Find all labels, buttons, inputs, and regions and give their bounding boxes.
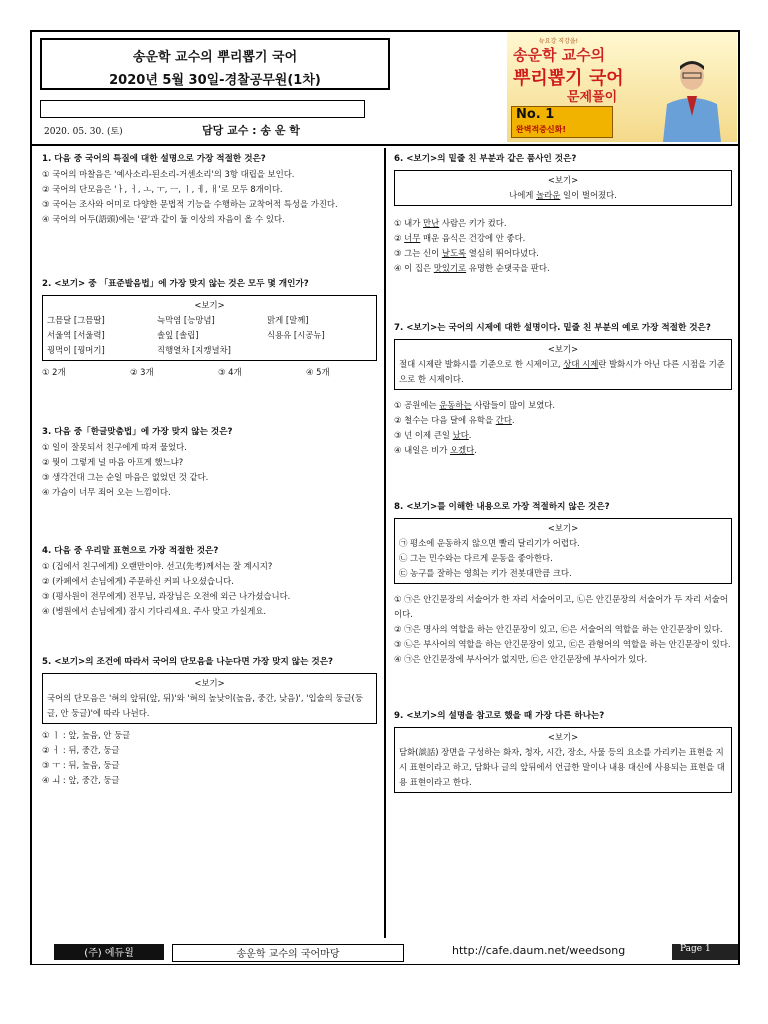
option: ② 국어의 단모음은 'ㅏ, ㅓ, ㅗ, ㅜ, ㅡ, ㅣ, ㅔ, ㅐ'로 모두 8개이다. xyxy=(42,184,283,194)
underlined-word: 맛있기로 xyxy=(433,263,467,273)
option: ③ ㉡은 부사어의 역할을 하는 안긴문장이 있고, ㉢은 관형어의 역할을 하는 안긴문장이 있다. xyxy=(394,639,731,649)
text-span: 매운 음식은 건강에 안 좋다. xyxy=(420,233,526,243)
example-item: 식용유 [시공뉴] xyxy=(267,330,325,340)
question-7 xyxy=(394,321,732,458)
title-box xyxy=(40,38,390,90)
option: ④ (병원에서 손님에게) 잠시 기다리세요. 주사 맞고 가실게요. xyxy=(42,606,267,616)
option: ③ ㅜ : 뒤, 높음, 둥글 xyxy=(42,760,120,770)
text-span: 일이 벌어졌다. xyxy=(560,190,617,200)
text-span: . xyxy=(468,430,472,440)
option: ④ 가슴이 너무 죄어 오는 느낌이다. xyxy=(42,487,171,497)
option: ① ㉠은 안긴문장의 서술어가 한 자리 서술어이고, ㉡은 안긴문장의 서술어가 두 자리 서술어이다. xyxy=(394,594,728,619)
example-box-head: <보기> xyxy=(547,175,579,185)
option: ④ ㉠은 안긴문장에 부사어가 없지만, ㉢은 안긴문장에 부사어가 있다. xyxy=(394,654,648,664)
banner-line1: 송운학 교수의 xyxy=(513,46,606,64)
underlined-word: 났다 xyxy=(452,430,469,440)
question-title: 5. <보기>의 조건에 따라서 국어의 단모음을 나눈다면 가장 맞지 않는 것은? xyxy=(42,657,333,667)
example-item: 늑막염 [능망념] xyxy=(157,315,215,325)
option xyxy=(394,443,732,458)
question-title: 8. <보기>를 이해한 내용으로 가장 적절하지 않은 것은? xyxy=(394,502,610,512)
option xyxy=(394,428,732,443)
example-item: 솔잎 [솔립] xyxy=(157,330,199,340)
example-text: 국어의 단모음은 '혀의 앞뒤(앞, 뒤)'와 '혀의 높낮이(높음, 중간, 낮음)', '입술의 둥글(둥글, 안 둥글)'에 따라 나뉜다. xyxy=(47,693,363,718)
example-box-head: <보기> xyxy=(547,344,579,354)
example-text: ㉢ 농구를 잘하는 영희는 키가 전봇대만큼 크다. xyxy=(399,568,572,578)
example-row xyxy=(47,328,372,343)
text-span: 사람들이 많이 보였다. xyxy=(471,400,556,410)
banner-small-text: 뉴요강 직강을! xyxy=(539,38,579,45)
course-banner xyxy=(507,32,737,142)
cafe-label: 송운학 교수의 국어마당 xyxy=(172,944,404,962)
underlined-word: 놀라운 xyxy=(536,190,561,200)
option: ② (카페에서 손님에게) 주문하신 커피 나오셨습니다. xyxy=(42,576,234,586)
text-span: . xyxy=(474,445,477,455)
option: ① 2개 xyxy=(42,367,66,377)
example-box-head: <보기> xyxy=(547,523,579,533)
option xyxy=(394,398,732,413)
text-span: ① 내가 xyxy=(394,218,424,228)
example-box xyxy=(42,295,377,361)
example-item: 서울역 [서울력] xyxy=(47,330,105,340)
example-box xyxy=(394,727,732,793)
example-item: 맑게 [말께] xyxy=(267,315,309,325)
example-text xyxy=(399,357,727,387)
option xyxy=(394,231,732,246)
option: ④ 국어의 어두(語頭)에는 '끝'과 같이 둘 이상의 자음이 올 수 있다. xyxy=(42,214,285,224)
example-item: 그믐달 [그믐딸] xyxy=(47,315,105,325)
exam-page xyxy=(30,30,740,965)
header-divider xyxy=(32,144,738,146)
option: ④ ㅚ : 앞, 중간, 둥글 xyxy=(42,775,120,785)
option: ② 3개 xyxy=(130,367,154,377)
underlined-word: 간다 xyxy=(495,415,512,425)
question-title: 4. 다음 중 우리말 표현으로 가장 적절한 것은? xyxy=(42,546,219,556)
question-5 xyxy=(42,655,377,788)
question-2 xyxy=(42,277,377,380)
text-span: 유명한 순댓국을 판다. xyxy=(466,263,550,273)
option: ③ 국어는 조사와 어미로 다양한 문법적 기능을 수행하는 교착어적 특성을 가진다. xyxy=(42,199,338,209)
title-line2: 2020년 5월 30일-경찰공무원(1차) xyxy=(109,73,321,88)
badge-slogan: 완벽적중신화! xyxy=(516,125,567,134)
underlined-word: 상대 시제 xyxy=(563,359,599,369)
example-text xyxy=(399,188,727,203)
question-title: 1. 다음 중 국어의 특질에 대한 설명으로 가장 적절한 것은? xyxy=(42,154,266,164)
page-footer xyxy=(32,940,738,964)
question-title: 9. <보기>의 설명을 참고로 했을 때 가장 다른 하나는? xyxy=(394,711,605,721)
option xyxy=(394,413,732,428)
left-column xyxy=(42,152,377,788)
text-span: ③ 그는 신이 xyxy=(394,248,442,258)
option: ③ 생각건대 그는 순일 마음은 없었던 것 같다. xyxy=(42,472,209,482)
underlined-word: 만난 xyxy=(423,218,440,228)
text-span: ② 철수는 다음 달에 유학을 xyxy=(394,415,496,425)
question-6 xyxy=(394,152,732,276)
banner-badge xyxy=(511,106,613,138)
option: ④ 5개 xyxy=(306,367,330,377)
option: ③ 4개 xyxy=(218,367,242,377)
page-number: Page 1 xyxy=(672,944,738,960)
text-span: ① 공원에는 xyxy=(394,400,440,410)
name-blank-box xyxy=(40,100,365,118)
text-span: ② xyxy=(394,233,405,243)
title-line1: 송운학 교수의 뿌리뽑기 국어 xyxy=(132,50,298,65)
example-box-head: <보기> xyxy=(194,300,225,310)
example-box xyxy=(394,339,732,390)
question-title: 3. 다음 중「한글맞춤법」에 가장 맞지 않는 것은? xyxy=(42,427,233,437)
badge-no1: No. 1 xyxy=(516,107,555,122)
question-8 xyxy=(394,500,732,667)
text-span: ④ 이 집은 xyxy=(394,263,434,273)
example-row xyxy=(47,313,372,328)
banner-line3: 문제풀이 xyxy=(567,90,618,105)
right-column xyxy=(394,152,732,797)
option: ② ㅓ : 뒤, 중간, 둥글 xyxy=(42,745,120,755)
text-span: 절대 시제란 발화시를 기준으로 한 시제이고, xyxy=(399,359,564,369)
option: ② ㉠은 명사의 역할을 하는 안긴문장이 있고, ㉢은 서술어의 역할을 하는 안긴문장이 있다. xyxy=(394,624,723,634)
option: ① ㅣ : 앞, 높음, 안 둥글 xyxy=(42,730,131,740)
answer-options xyxy=(42,365,377,380)
option xyxy=(394,216,732,231)
example-box xyxy=(394,170,732,206)
option: ① 국어의 마찰음은 '예사소리-된소리-거센소리'의 3항 대립을 보인다. xyxy=(42,169,295,179)
example-box xyxy=(394,518,732,584)
question-3 xyxy=(42,425,377,500)
text-span: 사람은 키가 컸다. xyxy=(439,218,507,228)
question-title: 2. <보기> 중 「표준발음법」에 가장 맞지 않는 것은 모두 몇 개인가? xyxy=(42,279,309,289)
text-span: 나에게 xyxy=(509,190,537,200)
question-9 xyxy=(394,709,732,793)
exam-date: 2020. 05. 30. (토) xyxy=(44,127,123,137)
example-box xyxy=(42,673,377,724)
teacher-photo xyxy=(657,56,727,142)
example-box-head: <보기> xyxy=(547,732,579,742)
column-divider xyxy=(384,148,386,938)
question-1 xyxy=(42,152,377,227)
example-box-head: <보기> xyxy=(194,678,225,688)
question-title: 7. <보기>는 국어의 시제에 대한 설명이다. 밑줄 친 부분의 예로 가장 적절한 것은? xyxy=(394,323,711,333)
publisher-label: (주) 에듀윌 xyxy=(54,944,164,960)
example-text: ㉡ 그는 민수와는 다르게 운동을 좋아한다. xyxy=(399,553,553,563)
text-span: 란 발화시가 아닌 다른 시점을 기준으로 한 시제이다. xyxy=(399,359,725,384)
question-4 xyxy=(42,544,377,619)
example-text: 담화(談話) 장면을 구성하는 화자, 청자, 시간, 장소, 사물 등의 요소를 가리키는 표현을 지시 표현이라고 하고, 담화나 글의 앞뒤에서 언급한 말이나 내용 대신에 사용되는 표현을 대용 표현이라고 한다. xyxy=(399,747,725,787)
option: ① (집에서 친구에게) 오랜만이야. 선고(先考)께서는 잘 계시지? xyxy=(42,561,273,571)
option: ③ (평사원이 전무에게) 전무님, 과장님은 오전에 외근 나가셨습니다. xyxy=(42,591,291,601)
option: ② 뭣이 그렇게 널 마음 아프게 했느냐? xyxy=(42,457,184,467)
example-text: ㉠ 평소에 운동하지 않으면 빨리 달리기가 어렵다. xyxy=(399,538,580,548)
text-span: . xyxy=(511,415,515,425)
option xyxy=(394,261,732,276)
underlined-word: 너무 xyxy=(404,233,421,243)
underlined-word: 오겠다 xyxy=(449,445,475,455)
question-title: 6. <보기>의 밑줄 친 부분과 같은 품사인 것은? xyxy=(394,154,577,164)
example-row xyxy=(47,343,372,358)
teacher-label: 담당 교수 : 송 운 학 xyxy=(202,124,300,137)
text-span: 열심히 뛰어다녔다. xyxy=(466,248,539,258)
option: ① 일이 잘못되서 친구에게 따져 물었다. xyxy=(42,442,187,452)
underlined-word: 운동하는 xyxy=(439,400,472,410)
cafe-url-link[interactable]: http://cafe.daum.net/weedsong xyxy=(452,944,626,957)
banner-line2: 뿌리뽑기 국어 xyxy=(513,68,624,89)
example-item: 꿩먹이 [꿩머기] xyxy=(47,345,105,355)
text-span: ④ 내일은 비가 xyxy=(394,445,450,455)
option xyxy=(394,246,732,261)
example-item: 직행열차 [지캥녈차] xyxy=(157,345,231,355)
underlined-word: 날도록 xyxy=(441,248,467,258)
text-span: ③ 넌 이제 큰일 xyxy=(394,430,453,440)
